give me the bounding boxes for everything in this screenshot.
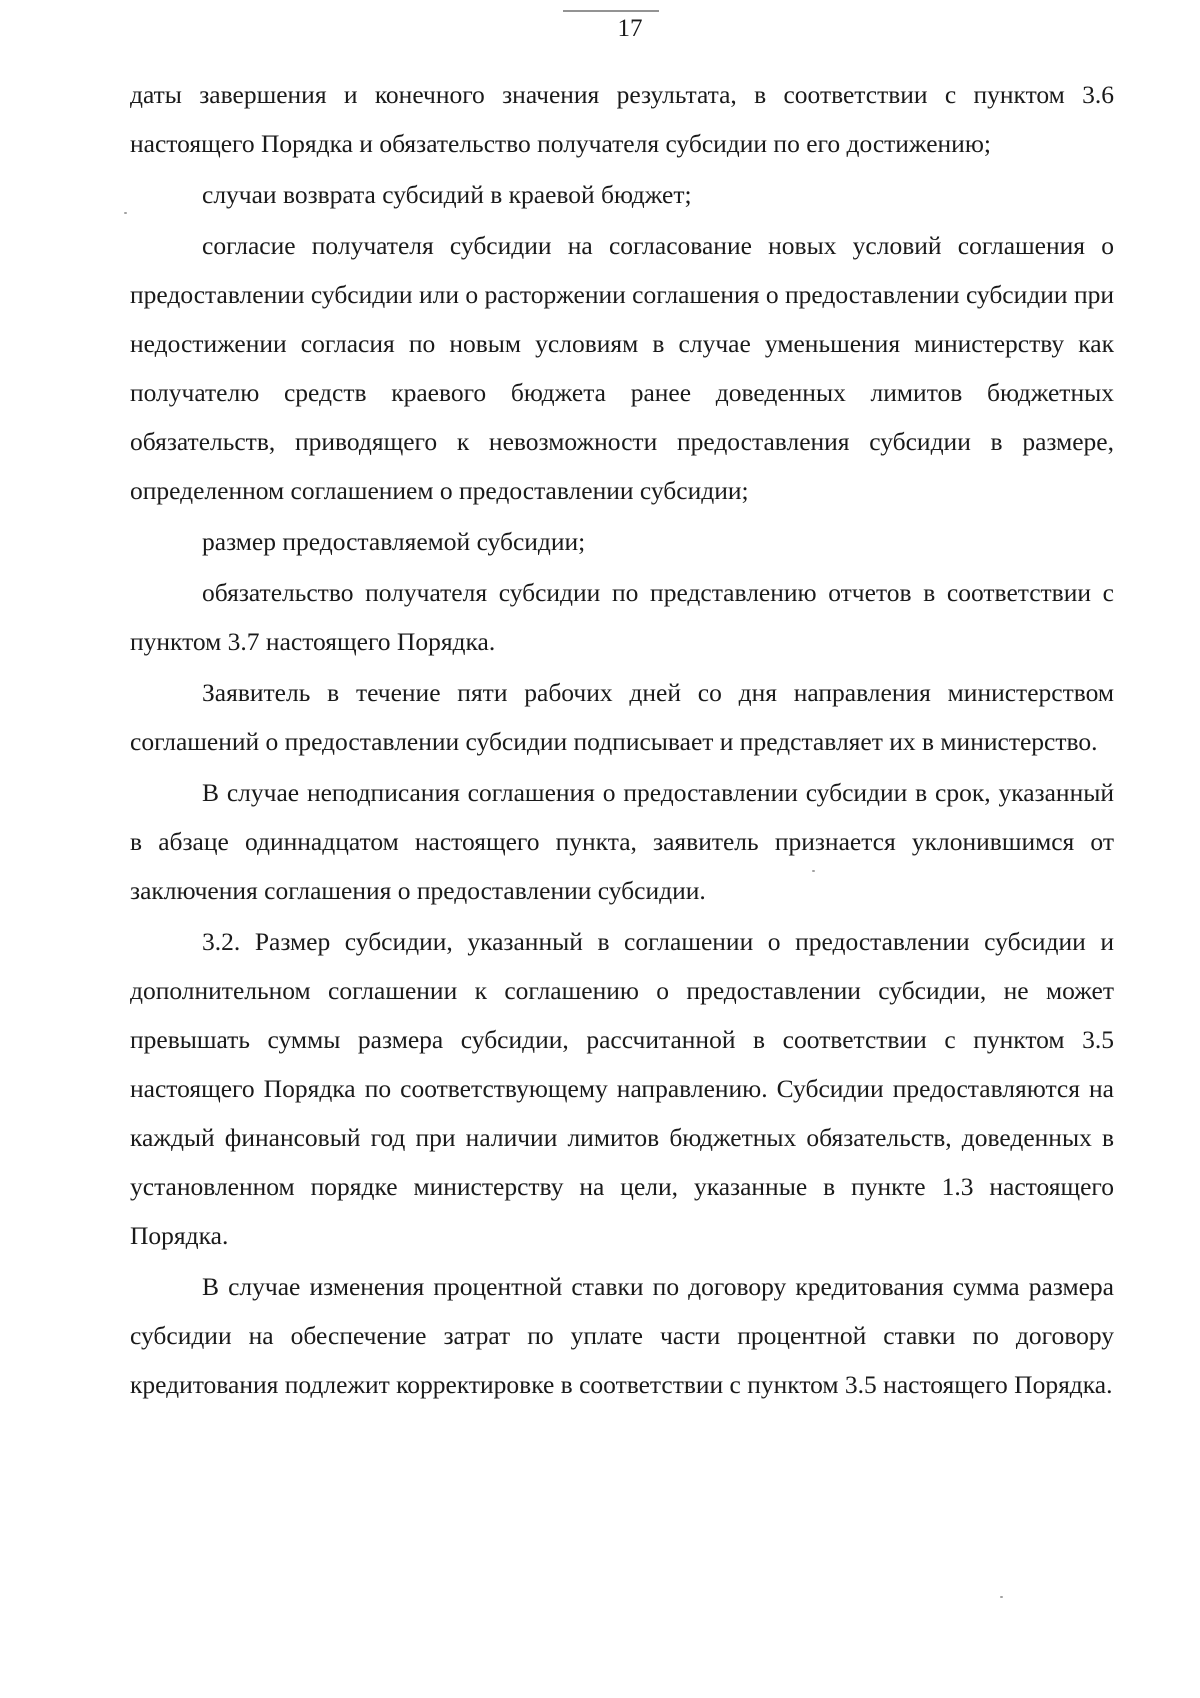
paragraph-continuation: даты завершения и конечного значения результата, в соответствии с пунктом 3.6 настоящего Порядка и обязательство получателя субсидии по его достижению; — [130, 80, 1114, 158]
paragraph-reporting-obligation: обязательство получателя субсидии по представлению отчетов в соответствии с пунктом 3.7 настоящего Порядка. — [130, 578, 1114, 656]
scan-speck — [124, 212, 127, 214]
paragraph-interest-rate-change: В случае изменения процентной ставки по договору кредитования сумма размера субсидии на обеспечение затрат по уплате части процентной ставки по договору кредитования подлежит корректировке в соответствии с пунктом 3.5 настоящего Порядка. — [130, 1272, 1114, 1399]
paragraph-consent-terms: согласие получателя субсидии на согласование новых условий соглашения о предоставлении субсидии или о расторжении соглашения о предоставлении субсидии при недостижении согласия по новым условиям в случае уменьшения министерству как получателю средств краевого бюджета ранее доведенных лимитов бюджетных обязательств, приводящего к невозможности предоставления субсидии в размере, определенном соглашением о предоставлении субсидии; — [130, 231, 1114, 505]
paragraph-applicant-signing: Заявитель в течение пяти рабочих дней со дня направления министерством соглашений о предоставлении субсидии подписывает и представляет их в министерство. — [130, 678, 1114, 756]
paragraph-non-signing: В случае неподписания соглашения о предоставлении субсидии в срок, указанный в абзаце одиннадцатом настоящего пункта, заявитель признается уклонившимся от заключения соглашения о предоставлении субсидии. — [130, 778, 1114, 905]
page-number: 17 — [617, 15, 643, 42]
paragraph-section-3-2: 3.2. Размер субсидии, указанный в соглашении о предоставлении субсидии и дополнительном соглашении к соглашению о предоставлении субсидии, не может превышать суммы размера субсидии, рассчитанной в соответствии с пунктом 3.5 настоящего Порядка по соответствующему направлению. Субсидии предоставляются на каждый финансовый год при наличии лимитов бюджетных обязательств, доведенных в установленном порядке министерству на цели, указанные в пункте 1.3 настоящего Порядка. — [130, 927, 1114, 1250]
scan-speck — [812, 870, 815, 872]
paragraph-refund-cases: случаи возврата субсидий в краевой бюджет; — [202, 180, 692, 209]
scan-artifact-line — [563, 10, 659, 12]
paragraph-subsidy-amount: размер предоставляемой субсидии; — [202, 527, 586, 556]
document-body — [130, 70, 1114, 1409]
scan-speck — [1000, 1596, 1003, 1598]
